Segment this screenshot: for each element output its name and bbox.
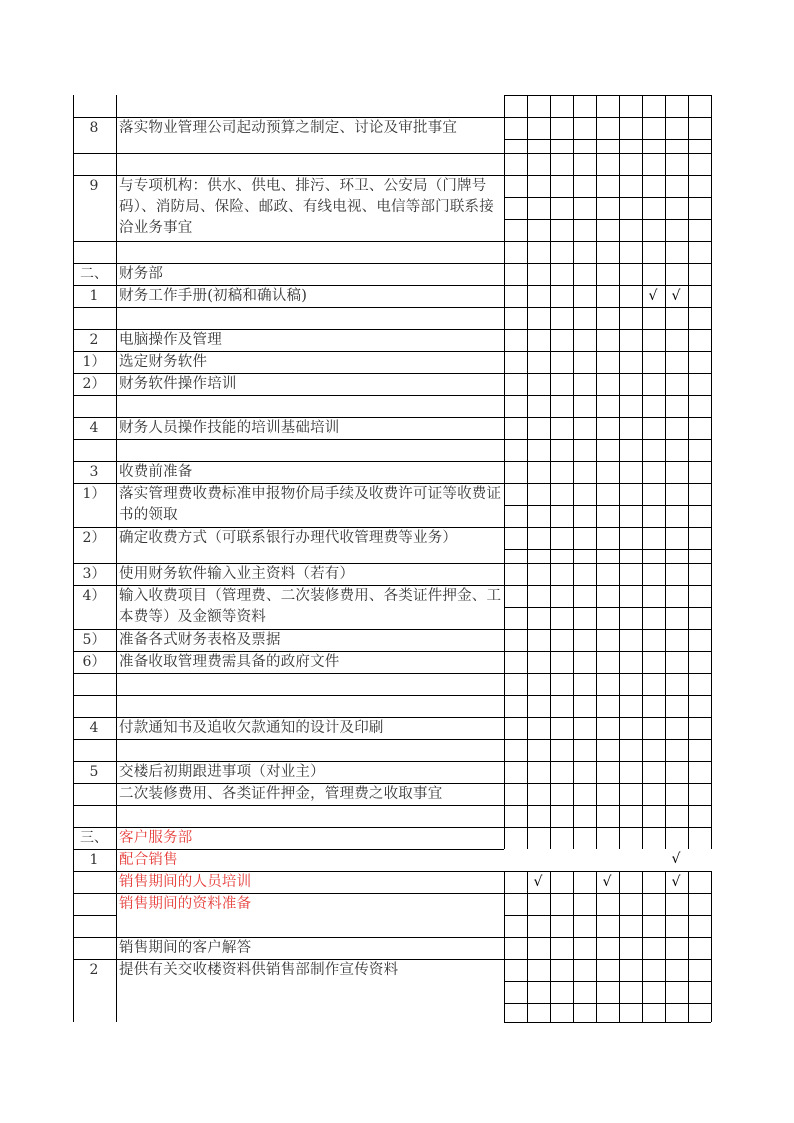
grid-col: [711, 871, 712, 1022]
grid-col: [573, 871, 574, 1022]
row-number: 9: [89, 178, 99, 194]
grid-line: [504, 395, 711, 396]
row-text: 财务工作手册(初稿和确认稿): [119, 288, 308, 304]
grid-line: [504, 805, 711, 806]
row-divider: [73, 805, 504, 806]
col-left-border: [73, 95, 74, 1022]
grid-line: [504, 959, 711, 960]
check-mark: √: [671, 851, 681, 867]
row-text: 提供有关交收楼资料供销售部制作宣传资料: [119, 962, 399, 978]
row-number: 5）: [82, 632, 106, 648]
row-number: 三、: [80, 830, 108, 846]
grid-col: [619, 871, 620, 1022]
row-text: 与专项机构：供水、供电、排污、环卫、公安局（门牌号码）、消防局、保险、邮政、有线电视、电信等部门联系接洽业务事宜: [119, 178, 494, 236]
grid-col: [504, 871, 505, 1022]
grid-col: [527, 95, 528, 849]
grid-col: [504, 95, 505, 849]
row-divider: [73, 395, 504, 396]
row-text: 财务部: [119, 266, 164, 282]
row-number: 2）: [82, 530, 106, 546]
grid-line: [504, 607, 711, 608]
row-number: 3）: [82, 566, 106, 582]
check-mark: √: [671, 288, 681, 304]
row-text: 选定财务软件: [119, 354, 208, 370]
grid-line: [504, 893, 711, 894]
col-text-border: [116, 95, 117, 1022]
grid-line: [504, 373, 711, 374]
grid-line: [504, 717, 711, 718]
row-text: 使用财务软件输入业主资料（若有）: [119, 566, 355, 582]
grid-line: [504, 505, 711, 506]
grid-col: [527, 871, 528, 1022]
row-number: 4: [89, 720, 99, 736]
grid-line: [504, 629, 711, 630]
row-divider: [73, 915, 116, 916]
grid-col: [711, 95, 712, 849]
grid-line: [504, 483, 711, 484]
row-divider: [73, 695, 504, 696]
row-text: 销售期间的客户解答: [119, 940, 252, 956]
grid-col: [688, 871, 689, 1022]
grid-line: [504, 351, 711, 352]
grid-line: [504, 307, 711, 308]
row-text: 交楼后初期跟进事项（对业主）: [119, 764, 325, 780]
row-number: 1）: [82, 354, 106, 370]
grid-col: [688, 95, 689, 849]
grid-line: [504, 761, 711, 762]
grid-line: [504, 915, 711, 916]
row-number: 2: [89, 962, 99, 978]
grid-line: [504, 329, 711, 330]
grid-col: [665, 871, 666, 1022]
grid-line: [504, 563, 711, 564]
check-mark: √: [671, 874, 681, 890]
row-text: 付款通知书及追收欠款通知的设计及印刷: [119, 720, 384, 736]
grid-line: [504, 783, 711, 784]
row-text: 财务人员操作技能的培训基础培训: [119, 420, 340, 436]
grid-line: [504, 527, 711, 528]
grid-line: [504, 673, 711, 674]
row-text: 准备收取管理费需具备的政府文件: [119, 654, 340, 670]
row-divider: [73, 673, 504, 674]
row-divider: [73, 307, 504, 308]
grid-col: [665, 95, 666, 849]
row-text: 落实管理费收费标准申报物价局手续及收费许可证等收费证书的领取: [119, 486, 502, 523]
grid-line: [504, 117, 711, 118]
row-number: 1: [89, 288, 99, 304]
row-divider: [73, 241, 504, 242]
grid-line: [504, 695, 711, 696]
grid-line: [504, 439, 711, 440]
check-mark: √: [533, 874, 543, 890]
row-divider: [73, 739, 504, 740]
row-number: 2: [89, 332, 99, 348]
row-text: 电脑操作及管理: [119, 332, 222, 348]
row-number: 6）: [82, 654, 106, 670]
row-number: 4: [89, 420, 99, 436]
grid-line: [504, 139, 711, 140]
grid-line: [504, 981, 711, 982]
row-number: 二、: [80, 266, 108, 282]
row-text: 确定收费方式（可联系银行办理代收管理费等业务）: [119, 530, 458, 546]
row-divider: [73, 439, 504, 440]
grid-line: [504, 175, 711, 176]
row-text: 财务软件操作培训: [119, 376, 237, 392]
grid-line: [504, 1022, 711, 1023]
row-text: 二次装修费用、各类证件押金，管理费之收取事宜: [119, 786, 443, 802]
grid-line: [504, 1003, 711, 1004]
grid-line: [504, 95, 711, 96]
grid-line: [504, 417, 711, 418]
row-number: 2）: [82, 376, 106, 392]
grid-col: [596, 95, 597, 849]
row-number: 8: [89, 120, 99, 136]
row-text: 落实物业管理公司起动预算之制定、讨论及审批事宜: [119, 120, 458, 136]
grid-line: [504, 827, 711, 828]
grid-col: [642, 871, 643, 1022]
grid-line: [504, 461, 711, 462]
row-number: 1）: [82, 486, 106, 502]
check-mark: √: [602, 874, 612, 890]
grid-col: [550, 871, 551, 1022]
row-text: 配合销售: [119, 852, 178, 868]
row-text: 销售期间的资料准备: [119, 896, 252, 912]
row-divider: [73, 153, 504, 154]
grid-col: [596, 871, 597, 1022]
row-number: 5: [89, 764, 99, 780]
grid-line: [504, 739, 711, 740]
row-text: 收费前准备: [119, 464, 193, 480]
row-number: 4）: [82, 588, 106, 604]
row-text: 输入收费项目（管理费、二次装修费用、各类证件押金、工本费等）及金额等资料: [119, 588, 502, 625]
grid-line: [504, 197, 711, 198]
grid-col: [642, 95, 643, 849]
grid-col: [619, 95, 620, 849]
grid-line: [504, 937, 711, 938]
row-number: 1: [89, 852, 99, 868]
check-mark: √: [648, 288, 658, 304]
grid-line: [504, 585, 711, 586]
row-number: 3: [89, 464, 99, 480]
row-text: 客户服务部: [119, 830, 193, 846]
grid-line: [504, 153, 711, 154]
grid-line: [504, 241, 711, 242]
grid-col: [573, 95, 574, 849]
grid-line: [504, 651, 711, 652]
grid-col: [550, 95, 551, 849]
grid-line: [504, 263, 711, 264]
row-text: 准备各式财务表格及票据: [119, 632, 281, 648]
grid-line: [504, 219, 711, 220]
grid-line: [504, 549, 711, 550]
row-text: 销售期间的人员培训: [119, 874, 252, 890]
